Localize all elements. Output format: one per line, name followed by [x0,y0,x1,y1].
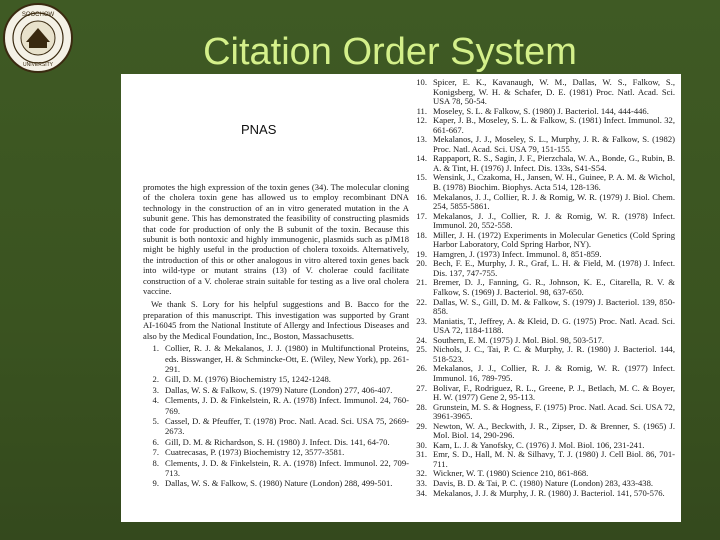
journal-label: PNAS [241,122,277,137]
reference-item: 12. Kaper, J. B., Moseley, S. L. & Falkow, S. (1981) Infect. Immunol. 32, 661-667. [416,115,675,135]
reference-item: 31. Emr, S. D., Hall, M. N. & Silhavy, T. J. (1980) J. Cell Biol. 86, 701-711. [416,449,675,469]
reference-item: 34. Mekalanos, J. J. & Murphy, J. R. (1980) J. Bacteriol. 141, 570-576. [416,487,665,498]
reference-item: 8. Clements, J. D. & Finkelstein, R. A. (1978) Infect. Immunol. 22, 709-713. [152,457,409,478]
acknowledgment: We thank S. Lory for his helpful suggestions and B. Bacco for the preparation of this manuscript. This investigation was supported by Grant AI-16045 from the National Institute of Allergy and Infectious Diseases and also by the Medical Foundation, Inc., Boston, Massachusetts. [143,299,409,341]
reference-item: 20. Bech, F. E., Murphy, J. R., Graf, L. H. & Field, M. (1978) J. Infect. Dis. 137, 747-755. [416,258,675,278]
reference-item: 23. Maniatis, T., Jeffrey, A. & Kleid, D. G. (1975) Proc. Natl. Acad. Sci. USA 72, 1184-1188. [416,315,675,336]
reference-item: 27. Bolivar, F., Rodriguez, R. L., Greene, P. J., Betlach, M. C. & Boyer, H. W. (1977) Gene 2, 95-113. [416,382,675,403]
reference-item: 15. Wensink, J., Czakoma, H., Jansen, W. H., Guinee, P. A. M. & Wichol, B. (1978) Biochim. Biophys. Acta 514, 128-136. [416,172,675,193]
reference-item: 33. Davis, B. D. & Tai, P. C. (1980) Nature (London) 283, 433-438. [416,477,654,488]
reference-item: 18. Miller, J. H. (1972) Experiments in Molecular Genetics (Cold Spring Harbor Laboratory, Cold Spring Harbor, NY). [416,229,675,250]
svg-text:UNIVERSITY: UNIVERSITY [22,62,54,68]
reference-item: 13. Mekalanos, J. J., Moseley, S. L., Murphy, J. R. & Falkow, S. (1982) Proc. Natl. Acad. Sci. USA 79, 151-155. [416,134,675,154]
reference-item: 14. Rappaport, R. S., Sagin, J. F., Pierzchala, W. A., Bonde, G., Rubin, B. A. & Tint, H. (1976) J. Infect. Dis. 133s, S41-S54. [416,153,675,173]
reference-item: 28. Grunstein, M. S. & Hogness, F. (1975) Proc. Natl. Acad. Sci. USA 72, 3961-3965. [416,401,675,422]
reference-item: 10. Spicer, E. K., Kavanaugh, W. M., Dallas, W. S., Falkow, S., Konigsberg, W. H. & Schafer, D. E. (1981) Proc. Natl. Acad. Sci. USA 78, 50-54. [416,78,675,107]
reference-item: 26. Mekalanos, J. J., Collier, R. J. & Romig, W. R. (1977) Infect. Immunol. 16, 789-795. [416,363,675,383]
reference-item: 3. Dallas, W. S. & Falkow, S. (1979) Nature (London) 277, 406-407. [152,384,393,395]
reference-item: 9. Dallas, W. S. & Falkow, S. (1980) Nature (London) 288, 499-501. [152,478,393,489]
reference-item: 19. Hamgren, J. (1973) Infect. Immunol. 8, 851-859. [416,248,602,259]
reference-item: 1. Collier, R. J. & Mekalanos, J. J. (1980) in Multifunctional Proteins, eds. Bisswanger, H. & Schmincke-Ott, E. (Wiley, New York), pp. 261-291. [152,343,409,374]
reference-list-left [143,343,409,489]
reference-item: 7. Cuatrecasas, P. (1973) Biochemistry 12, 3577-3581. [152,447,345,458]
reference-list-right [411,78,675,520]
reference-item: 5. Cassel, D. & Pfeuffer, T. (1978) Proc. Natl. Acad. Sci. USA 75, 2669-2673. [152,415,409,437]
reference-item: 22. Dallas, W. S., Gill, D. M. & Falkow, S. (1979) J. Bacteriol. 139, 850-858. [416,296,675,317]
reference-item: 11. Moseley, S. L. & Falkow, S. (1980) J. Bacteriol. 144, 444-446. [416,105,649,116]
reference-item: 24. Southern, E. M. (1975) J. Mol. Biol. 98, 503-517. [416,334,604,345]
reference-item: 2. Gill, D. M. (1976) Biochemistry 15, 1242-1248. [152,374,331,385]
left-column [143,182,409,520]
reference-item: 4. Clements, J. D. & Finkelstein, R. A. (1978) Infect. Immunol. 24, 760-769. [152,395,409,416]
reference-item: 30. Kam, L. J. & Yanofsky, C. (1976) J. Mol. Biol. 106, 231-241. [416,439,645,450]
reference-item: 32. Wickner, W. T. (1980) Science 210, 861-868. [416,468,589,479]
university-seal-icon [2,2,74,74]
reference-item: 29. Newton, W. A., Beckwith, J. R., Zipser, D. & Brenner, S. (1965) J. Mol. Biol. 14, 290-296. [416,420,675,441]
reference-item: 25. Nichols, J. C., Tai, P. C. & Murphy, J. R. (1980) J. Bacteriol. 144, 518-523. [416,344,675,364]
slide-title: Citation Order System [203,31,577,73]
reference-item: 21. Bremer, D. J., Fanning, G. R., Johnson, K. E., Citarella, R. V. & Falkow, S. (1969) J. Bacteriol. 98, 637-650. [416,277,675,298]
body-paragraph: promotes the high expression of the toxin genes (34). The molecular cloning of the cholera toxin gene has allowed us to employ recombinant DNA technology in the construction of an in vitro generated mutation in the A subunit gene. This has demonstrated the feasibility of constructing plasmids that code for production of only the B subunit of the toxin. Because this subunit is both nontoxic and highly immunogenic, plasmids such as pJM18 might be highly useful in the production of cholera toxoids. Alternatively, the introduction of this or other analogous in vitro altered toxin genes back into wild-type or mutant strains (13) of V. cholerae could facilitate construction of a V. cholerae strain suitable for testing as a live oral cholera vaccine. [143,182,409,297]
reference-item: 17. Mekalanos, J. J., Collier, R. J. & Romig, W. R. (1978) Infect. Immunol. 20, 552-558. [416,210,675,231]
reference-item: 16. Mekalanos, J. J., Collier, R. J. & Romig, W. R. (1979) J. Biol. Chem. 254, 5855-5861. [416,191,675,212]
document-page [121,74,681,522]
svg-text:SOOCHOW: SOOCHOW [21,12,55,18]
reference-item: 6. Gill, D. M. & Richardson, S. H. (1980) J. Infect. Dis. 141, 64-70. [152,436,390,447]
